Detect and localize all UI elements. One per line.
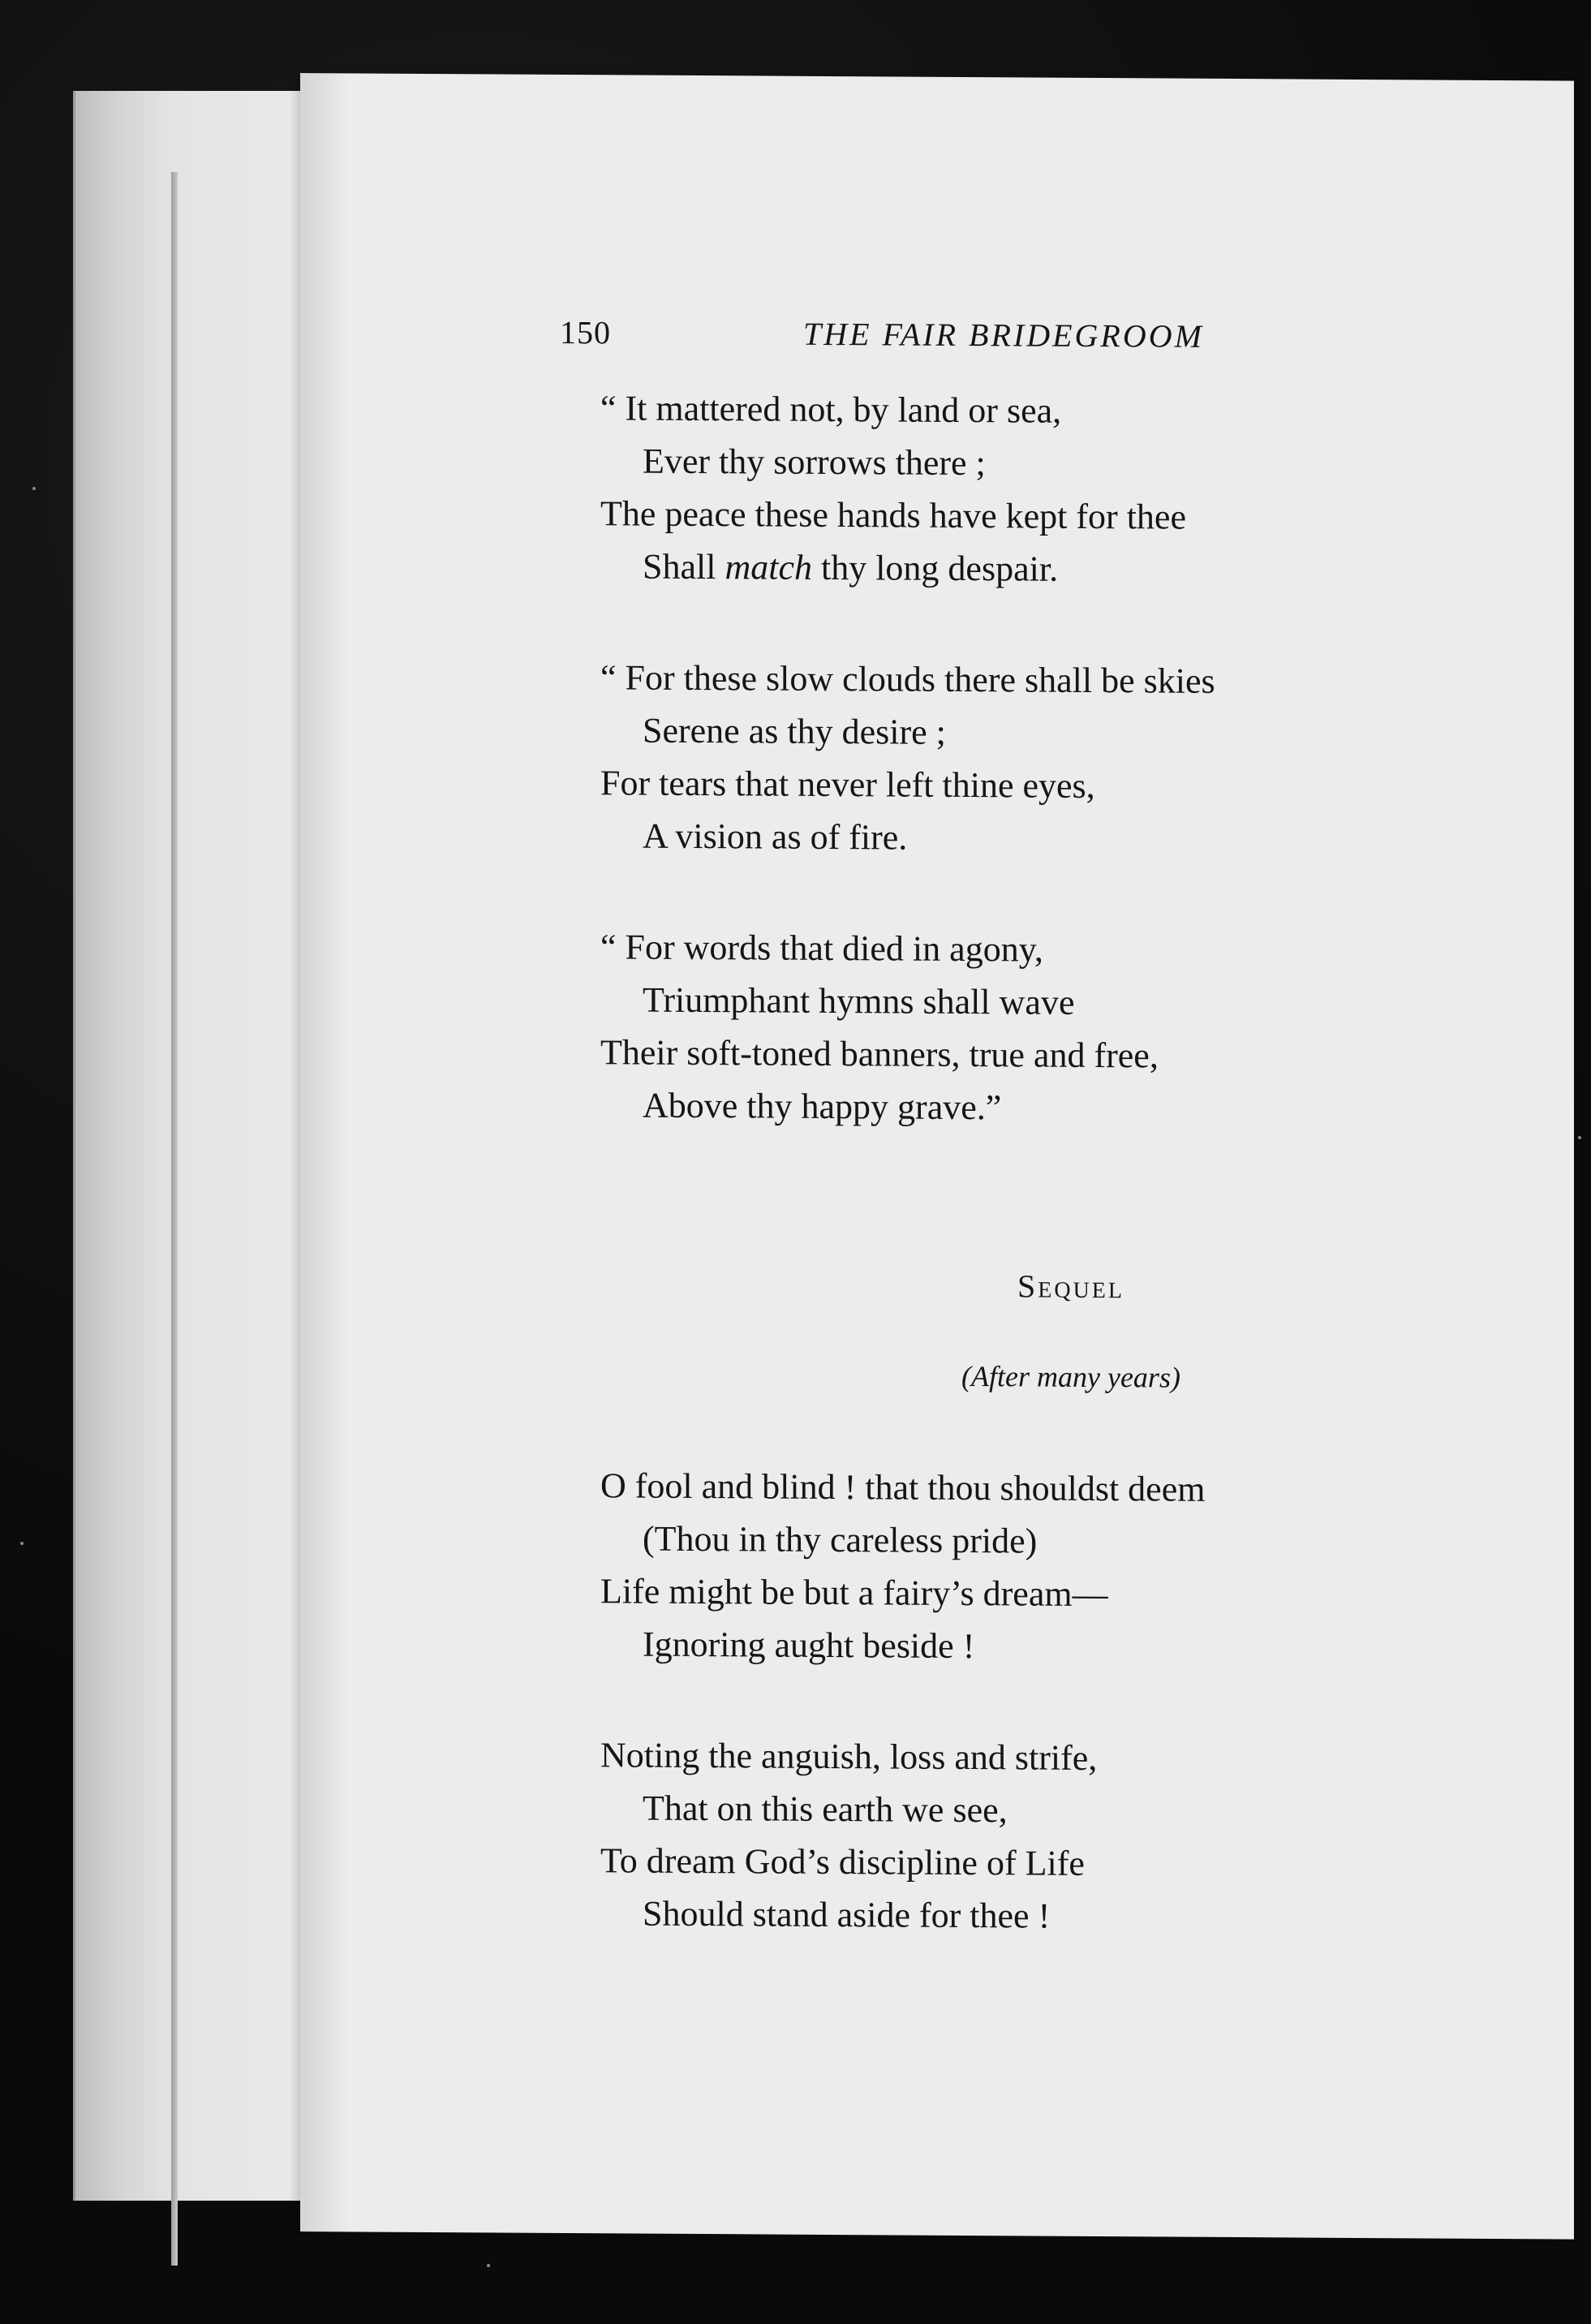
stanza (600, 651, 1542, 867)
poem-line: Life might be but a fairy’s dream— (600, 1571, 1108, 1615)
running-head (560, 313, 1574, 377)
page-number: 150 (560, 313, 611, 351)
stanza (600, 381, 1542, 598)
page-gutter-shadow (300, 73, 349, 2231)
sequel-heading: Sequel (1017, 1267, 1124, 1306)
poem-line: Serene as thy desire ; (643, 710, 946, 752)
poem-line: Ever thy sorrows there ; (643, 441, 986, 484)
page-edge-line (171, 172, 178, 2266)
poem-line: “ It mattered not, by land or sea, (600, 388, 1062, 431)
poem-line: For tears that never left thine eyes, (600, 763, 1095, 806)
poem-sequel (600, 1459, 1542, 2003)
sequel-subtitle: (After many years) (961, 1359, 1180, 1394)
scan-speck (487, 2264, 490, 2267)
poem-line: Their soft-toned banners, true and free, (600, 1032, 1159, 1076)
scan-speck (32, 487, 36, 490)
book-title: THE FAIR BRIDEGROOM (803, 315, 1204, 355)
poem-line: O fool and blind ! that thou shouldst deem (600, 1465, 1206, 1509)
stanza (600, 1459, 1542, 1676)
stanza (600, 920, 1542, 1137)
scan-speck (1578, 1136, 1581, 1139)
poem-line: Triumphant hymns shall wave (643, 979, 1075, 1022)
scan-speck (20, 1542, 24, 1545)
poem-line: Above thy happy grave.” (643, 1085, 1002, 1128)
poem-line: Ignoring aught beside ! (643, 1624, 975, 1667)
stanza (600, 1728, 1542, 1945)
poem-line: Shall match thy long despair. (643, 546, 1059, 589)
poem-line: The peace these hands have kept for thee (600, 493, 1186, 537)
poem-line: (Thou in thy careless pride) (643, 1518, 1038, 1561)
poem-line: Should stand aside for thee ! (643, 1893, 1051, 1936)
book-page-edges (73, 91, 319, 2201)
emphasis-word: match (725, 547, 812, 587)
poem-part-one (600, 381, 1542, 1195)
poem-line: To dream God’s discipline of Life (600, 1840, 1085, 1883)
poem-line: Noting the anguish, loss and strife, (600, 1735, 1098, 1779)
poem-line: “ For words that died in agony, (600, 927, 1043, 970)
book-page (300, 73, 1574, 2240)
poem-line: “ For these slow clouds there shall be skies (600, 657, 1215, 701)
poem-line: A vision as of fire. (643, 816, 908, 858)
poem-line: That on this earth we see, (643, 1788, 1008, 1831)
